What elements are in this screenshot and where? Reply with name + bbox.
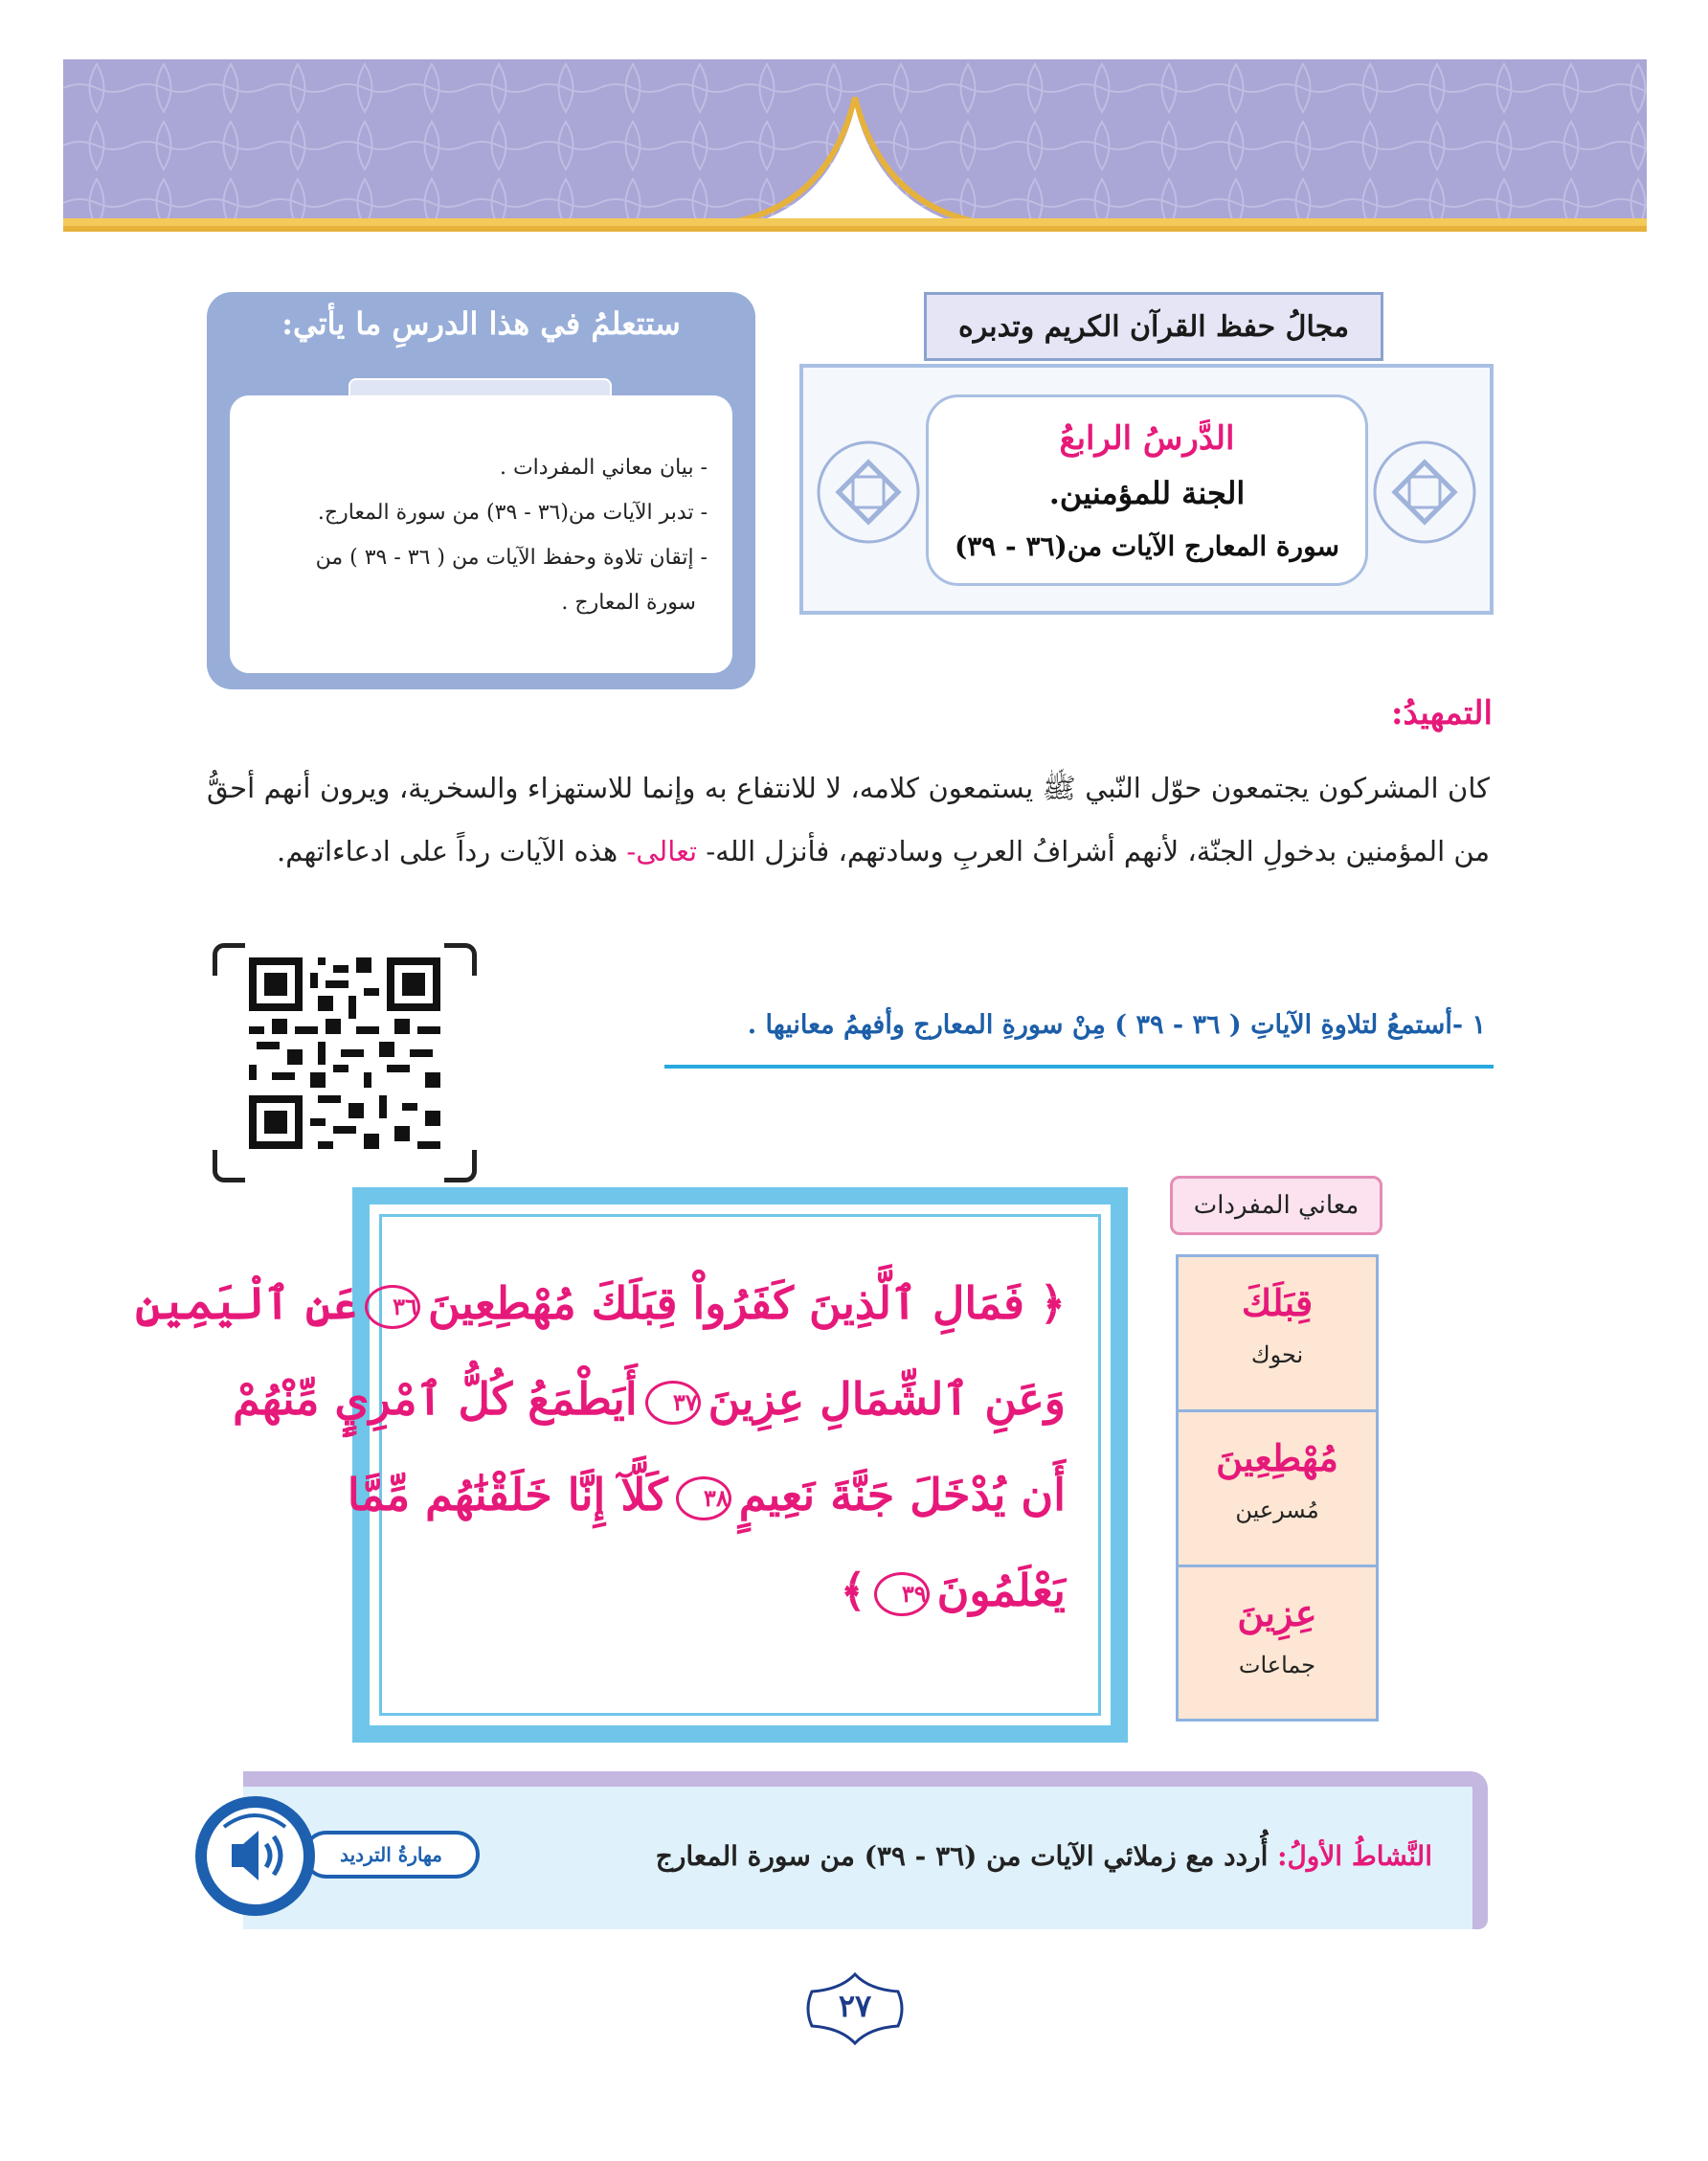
knot-ornament-right <box>1367 416 1482 569</box>
verse-text: وَعَنِ ٱلشِّمَالِ عِزِينَ <box>708 1373 1066 1425</box>
vocab-meaning: نحوك <box>1250 1341 1304 1368</box>
vocab-item <box>1179 1567 1376 1722</box>
skill-label: مهارةُ الترديد <box>303 1831 480 1879</box>
vocab-word: مُهْطِعِينَ <box>1216 1436 1338 1479</box>
vocab-item <box>1179 1257 1376 1412</box>
ayah-number-marker: ٣٨ <box>676 1476 731 1520</box>
intro-paragraph <box>207 756 1490 883</box>
verse-text: ﴿ فَمَالِ ٱلَّذِينَ كَفَرُواْ قِبَلَكَ مُهْطِعِينَ <box>427 1277 1066 1329</box>
quran-line <box>233 1351 1066 1447</box>
verse-text: يَعْلَمُونَ <box>936 1564 1066 1616</box>
lesson-title-card <box>926 394 1368 586</box>
instruction-underline <box>664 1065 1494 1069</box>
listen-instruction: ١ -أستمعُ لتلاوةِ الآياتِ ( ٣٦ - ٣٩ ) مِنْ سورةِ المعارج وأفهمُ معانيها . <box>747 1010 1486 1040</box>
vocab-title: معاني المفردات <box>1170 1176 1382 1235</box>
verse-text: كَلَّآ إِنَّا خَلَقْنَٰهُم مِّمَّا <box>347 1469 668 1520</box>
objectives-title: ستتعلمُ في هذا الدرسِ ما يأتي: <box>281 305 681 342</box>
field-title: مجالُ حفظ القرآن الكريم وتدبره <box>924 292 1383 361</box>
objective-item: - إتقان تلاوة وحفظ الآيات من ( ٣٦ - ٣٩ ) من <box>315 546 708 570</box>
lesson-surah: سورة المعارج الآيات من(٣٦ - ٣٩) <box>954 530 1340 562</box>
objective-item: - بيان معاني المفردات . <box>499 456 708 480</box>
repetition-skill-badge[interactable] <box>195 1796 492 1916</box>
qr-corner <box>213 943 245 976</box>
vocab-meaning: جماعات <box>1238 1652 1316 1678</box>
objectives-list <box>230 395 732 673</box>
header-banner <box>63 59 1647 232</box>
verse-text: أَن يُدْخَلَ جَنَّةَ نَعِيمٍ <box>738 1469 1066 1520</box>
qr-corner <box>444 1150 477 1182</box>
intro-text-part1: كان المشركون يجتمعون حوّل النّبي ﷺ يستمعون كلامه، لا للانتفاع به وإنما للاستهزاء والسخرية، ويرون أنهم أحقُّ من المؤمنين بدخولِ الجنّة، لأنهم أشرافُ العربِ وسادتهم، فأنزل الله- <box>207 772 1490 867</box>
vocab-table <box>1176 1254 1379 1722</box>
quran-line <box>415 1542 1066 1638</box>
speaker-icon <box>207 1808 303 1904</box>
vocab-word: عِزِينَ <box>1237 1591 1317 1634</box>
vocab-word: قِبَلَكَ <box>1241 1281 1314 1324</box>
intro-heading: التمهيدُ: <box>1390 694 1493 732</box>
activity-instruction: أُردد مع زملائي الآيات من (٣٦ - ٣٩) من سورة المعارج <box>655 1840 1278 1872</box>
activity-text <box>656 1840 1432 1872</box>
lesson-title-frame <box>799 364 1494 615</box>
objective-item: سورة المعارج . <box>561 591 696 615</box>
vocab-item <box>1179 1412 1376 1567</box>
vocab-meaning: مُسرعين <box>1235 1497 1319 1523</box>
quran-line <box>135 1255 1066 1351</box>
lesson-number: الدَّرسُ الرابعُ <box>1059 419 1235 458</box>
objectives-box <box>207 292 755 689</box>
knot-ornament-left <box>811 416 926 569</box>
ayah-number-marker: ٣٦ <box>365 1285 420 1329</box>
qr-code[interactable] <box>249 957 440 1149</box>
intro-text-part2: هذه الآيات رداً على ادعاءاتهم. <box>277 835 618 867</box>
ayah-number-marker: ٣٩ <box>874 1572 930 1616</box>
intro-highlight: تعالى- <box>618 835 707 867</box>
quran-verses <box>135 1214 1101 1716</box>
qr-code-frame[interactable] <box>213 943 477 1182</box>
verse-text: أَيَطْمَعُ كُلُّ ٱمْرِيٍٕ مِّنْهُمْ <box>233 1373 638 1425</box>
qr-corner <box>213 1150 245 1182</box>
verse-text: ﴾ <box>840 1564 866 1616</box>
page-number-badge <box>802 1970 908 2047</box>
verse-text: عَنِ ٱلْيَمِينِ <box>135 1277 357 1329</box>
quran-verses-frame <box>135 1187 1128 1743</box>
ayah-number-marker: ٣٧ <box>645 1381 701 1425</box>
activity-label: النَّشاطُ الأولُ: <box>1277 1840 1432 1872</box>
page-number: ٢٧ <box>838 1988 872 2024</box>
audio-replay-button[interactable] <box>195 1796 315 1916</box>
banner-pattern <box>63 59 1647 232</box>
objective-item: - تدبر الآيات من(٣٦ - ٣٩) من سورة المعارج. <box>317 501 708 525</box>
lesson-name: الجنة للمؤمنين. <box>1048 475 1246 511</box>
quran-line <box>347 1447 1066 1542</box>
qr-corner <box>444 943 477 976</box>
